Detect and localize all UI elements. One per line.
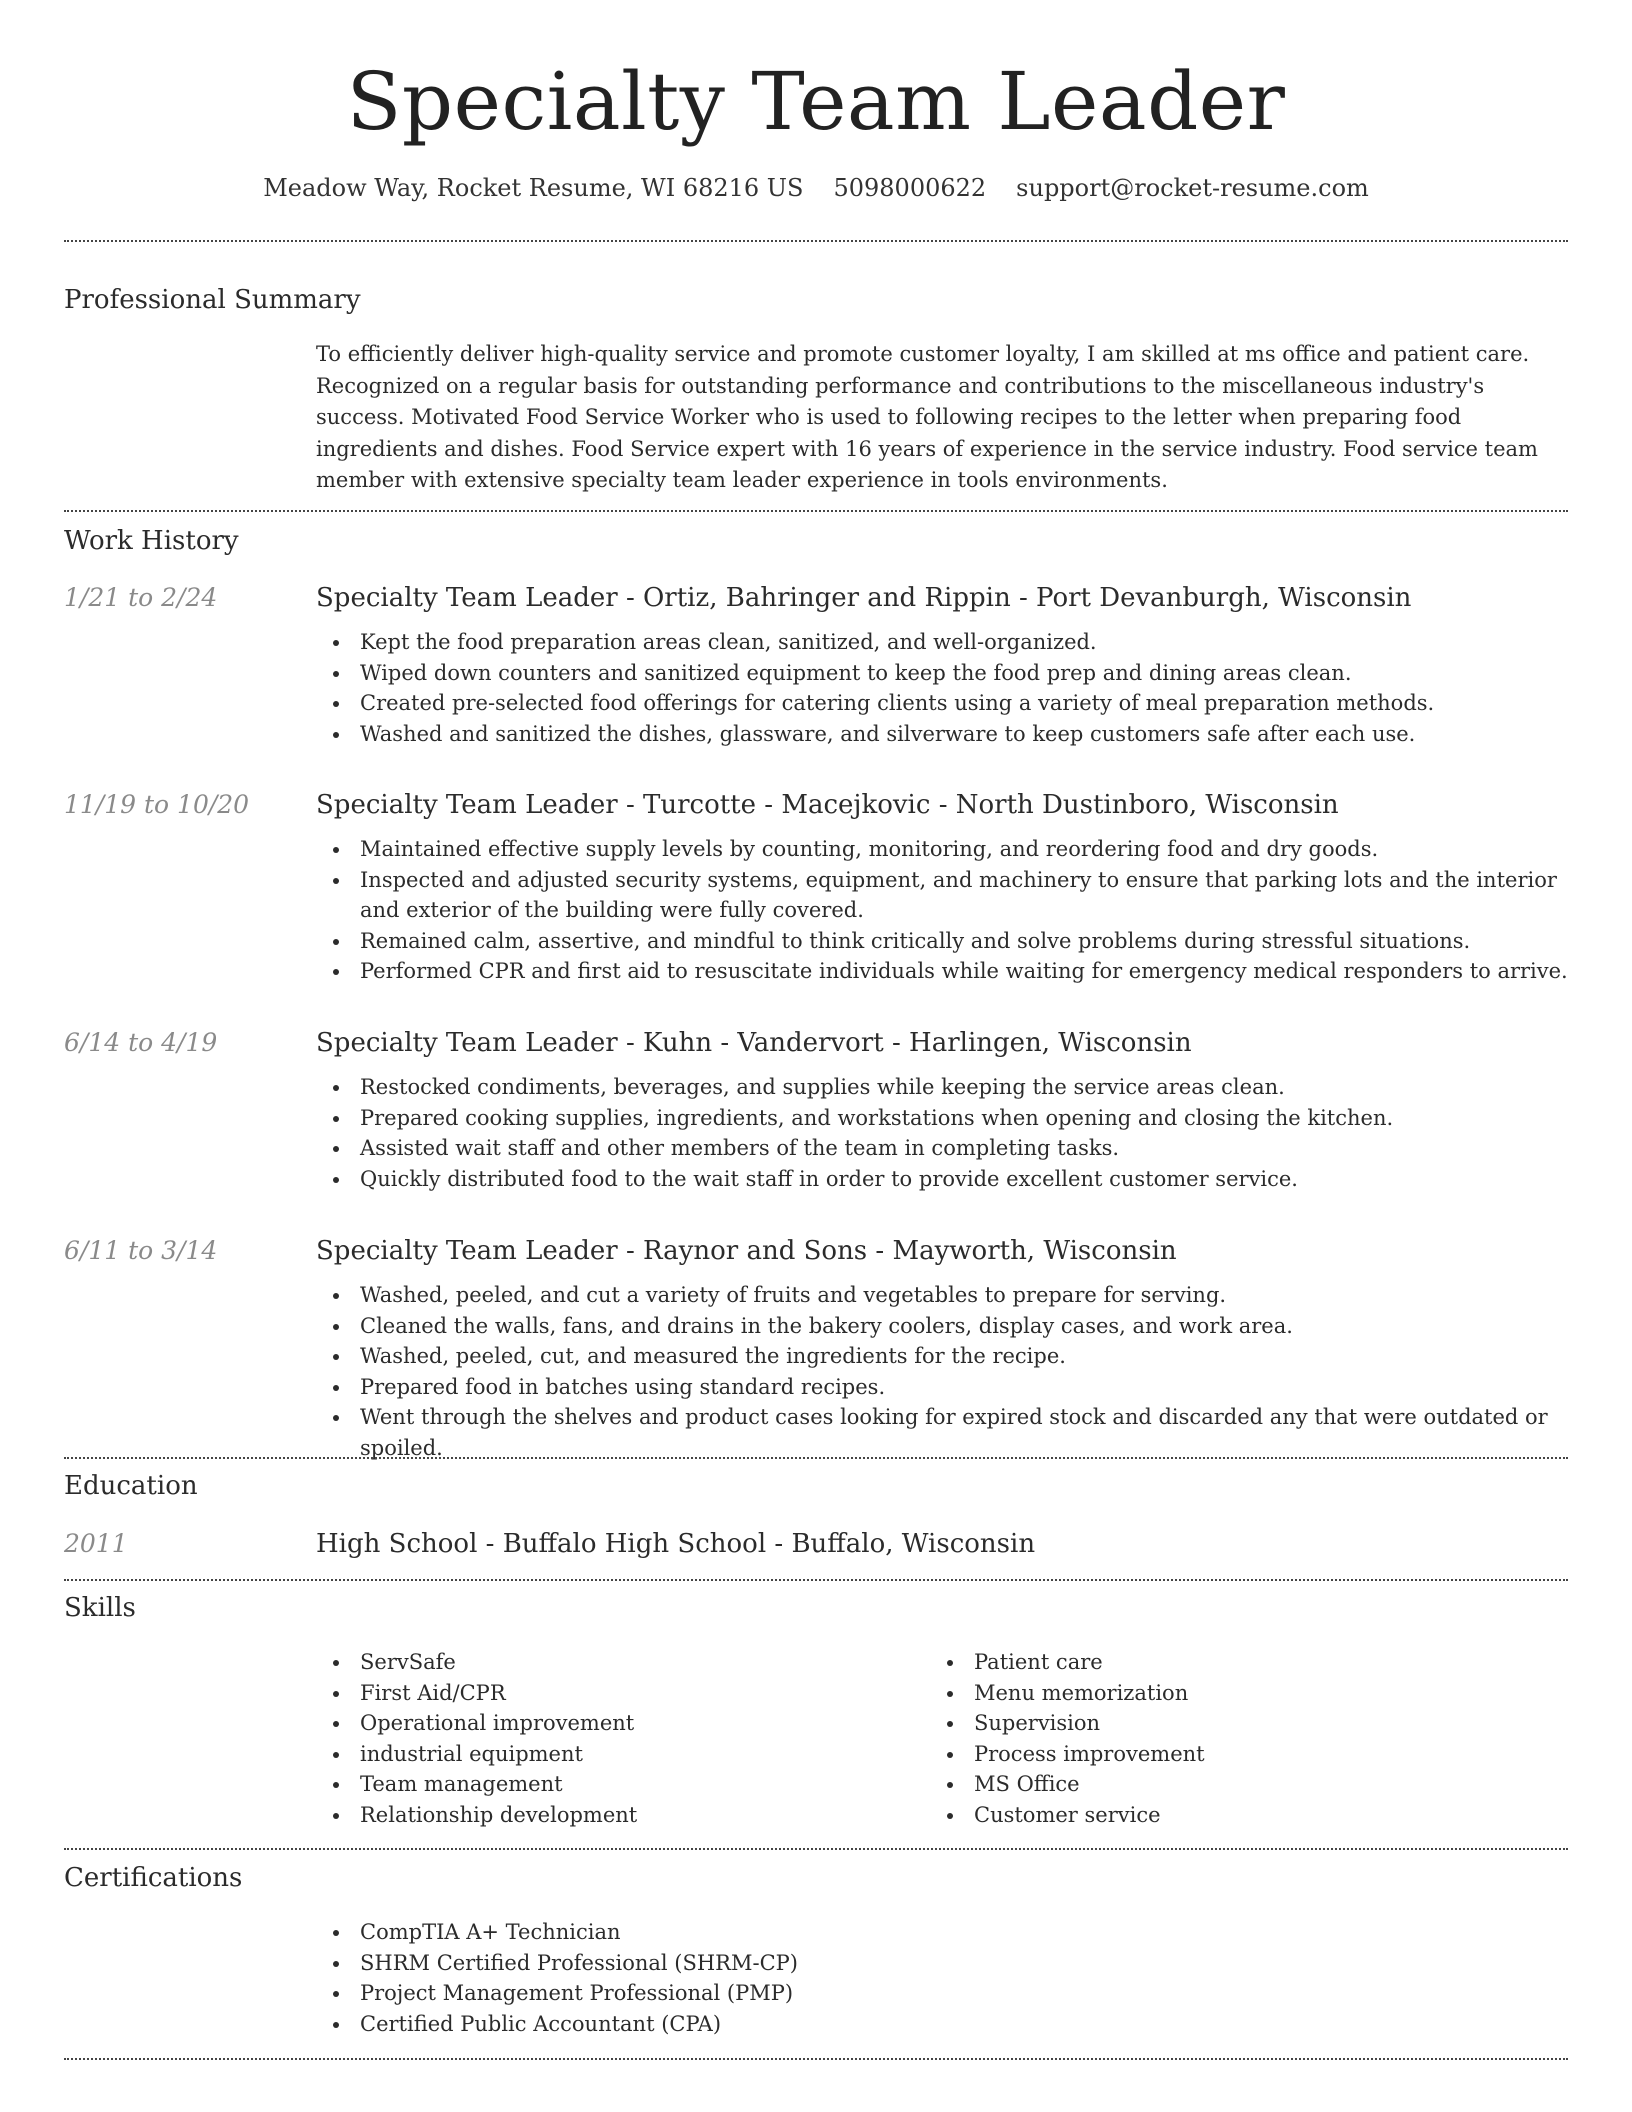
phone: 5098000622 [833, 174, 987, 202]
job-dates: 11/19 to 10/20 [64, 790, 250, 819]
job-bullets [316, 1280, 1570, 1463]
job-heading: Specialty Team Leader - Turcotte - Macejkovic - North Dustinboro, Wisconsin [316, 790, 1339, 820]
list-item: Inspected and adjusted security systems, equipment, and machinery to ensure that parking lots and the interior and exterior of the building were fully covered. [316, 865, 1570, 926]
summary-text: To efficiently deliver high-quality service and promote customer loyalty, I am skilled at ms office and patient care. Recognized on a regular basis for outstanding performance and contributions to the miscellaneous industry's success. Motivated Food Service Worker who is used to following recipes to the letter when preparing food ingredients and dishes. Food Service expert with 16 years of experience in the service industry. Food service team member with extensive specialty team leader experience in tools environments. [316, 342, 1538, 492]
job-bullets [316, 1072, 1570, 1194]
list-item: Prepared cooking supplies, ingredients, and workstations when opening and closing the kitchen. [316, 1103, 1570, 1134]
list-item: CompTIA A+ Technician [316, 1917, 1570, 1948]
list-item: Wiped down counters and sanitized equipment to keep the food prep and dining areas clean. [316, 658, 1570, 689]
list-item: Relationship development [316, 1800, 916, 1831]
list-item: Went through the shelves and product cases looking for expired stock and discarded any that were outdated or spoiled. [316, 1402, 1570, 1463]
address: Meadow Way, Rocket Resume, WI 68216 US [263, 174, 804, 202]
divider [64, 1848, 1568, 1850]
list-item: Washed, peeled, and cut a variety of fruits and vegetables to prepare for serving. [316, 1280, 1570, 1311]
list-item: Patient care [930, 1647, 1530, 1678]
contact-line [0, 170, 1632, 206]
list-item: ServSafe [316, 1647, 916, 1678]
candidate-name: Specialty Team Leader [346, 55, 1286, 148]
skills-list-left [316, 1647, 916, 1830]
section-title-certifications: Certifications [64, 1863, 243, 1893]
list-item: Restocked condiments, beverages, and supplies while keeping the service areas clean. [316, 1072, 1570, 1103]
email: support@rocket-resume.com [1016, 174, 1369, 202]
list-item: Kept the food preparation areas clean, sanitized, and well-organized. [316, 627, 1570, 658]
skills-list-right [930, 1647, 1530, 1830]
list-item: Customer service [930, 1800, 1530, 1831]
list-item: Washed and sanitized the dishes, glassware, and silverware to keep customers safe after each use. [316, 719, 1570, 750]
list-item: Remained calm, assertive, and mindful to think critically and solve problems during stressful situations. [316, 926, 1570, 957]
list-item: Performed CPR and first aid to resuscitate individuals while waiting for emergency medical responders to arrive. [316, 956, 1570, 987]
divider [64, 1579, 1568, 1581]
divider [64, 510, 1568, 512]
job-dates: 1/21 to 2/24 [64, 583, 218, 612]
list-item: Team management [316, 1769, 916, 1800]
job-heading: Specialty Team Leader - Ortiz, Bahringer and Rippin - Port Devanburgh, Wisconsin [316, 583, 1412, 613]
list-item: Menu memorization [930, 1678, 1530, 1709]
section-title-work-history: Work History [64, 526, 239, 556]
divider [64, 2058, 1568, 2060]
list-item: Project Management Professional (PMP) [316, 1978, 1570, 2009]
list-item: Operational improvement [316, 1708, 916, 1739]
list-item: Process improvement [930, 1739, 1530, 1770]
list-item: Cleaned the walls, fans, and drains in the bakery coolers, display cases, and work area. [316, 1311, 1570, 1342]
divider [64, 240, 1568, 242]
job-heading: Specialty Team Leader - Kuhn - Vandervort - Harlingen, Wisconsin [316, 1028, 1192, 1058]
list-item: Certified Public Accountant (CPA) [316, 2009, 1570, 2040]
list-item: Prepared food in batches using standard recipes. [316, 1372, 1570, 1403]
education-year: 2011 [64, 1529, 128, 1558]
job-bullets [316, 627, 1570, 749]
list-item: industrial equipment [316, 1739, 916, 1770]
list-item: SHRM Certified Professional (SHRM-CP) [316, 1948, 1570, 1979]
job-dates: 6/14 to 4/19 [64, 1028, 218, 1057]
job-heading: Specialty Team Leader - Raynor and Sons - Mayworth, Wisconsin [316, 1236, 1177, 1266]
list-item: Assisted wait staff and other members of the team in completing tasks. [316, 1133, 1570, 1164]
job-bullets [316, 834, 1570, 987]
divider [64, 1457, 1568, 1459]
education-heading: High School - Buffalo High School - Buffalo, Wisconsin [316, 1529, 1036, 1559]
certifications-list [316, 1917, 1570, 2039]
list-item: Washed, peeled, cut, and measured the ingredients for the recipe. [316, 1341, 1570, 1372]
job-dates: 6/11 to 3/14 [64, 1236, 218, 1265]
section-title-skills: Skills [64, 1593, 136, 1623]
list-item: First Aid/CPR [316, 1678, 916, 1709]
list-item: Maintained effective supply levels by counting, monitoring, and reordering food and dry goods. [316, 834, 1570, 865]
section-title-summary: Professional Summary [64, 285, 361, 315]
list-item: Quickly distributed food to the wait staff in order to provide excellent customer service. [316, 1164, 1570, 1195]
list-item: Created pre-selected food offerings for catering clients using a variety of meal preparation methods. [316, 688, 1570, 719]
section-title-education: Education [64, 1471, 198, 1501]
list-item: Supervision [930, 1708, 1530, 1739]
list-item: MS Office [930, 1769, 1530, 1800]
